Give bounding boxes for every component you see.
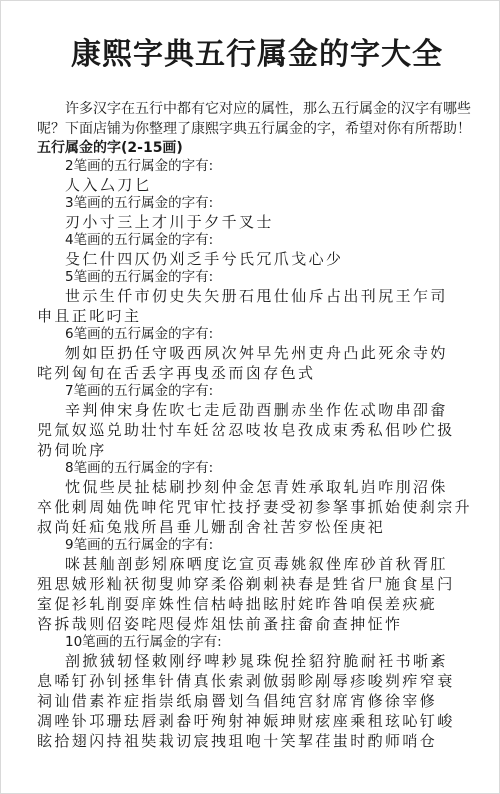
stroke-heading: 4笔画的五行属金的字有: <box>65 232 214 248</box>
char-line: 息唏钉孙钊拯隼针倩真伥索剥倣弱畛剐辱疹唆刿痄窄衰 <box>37 672 455 690</box>
stroke-group-8 <box>37 460 477 537</box>
char-line: 忱侃些昃扯梽刷抄刻仲金怎青姓承取轧岿咋刖沼侏 <box>65 478 448 496</box>
intro-paragraph: 许多汉字在五行中都有它对应的属性，那么五行属金的汉字有哪些呢？下面店铺为你整理了康熙字典五行属金的字，希望对你有所帮助！ <box>37 101 471 137</box>
char-line: 人入厶刀匕 <box>65 176 153 194</box>
char-line: 咤列匈旬在舌丢字再曳丞而囟存色式 <box>37 364 316 382</box>
stroke-group-2 <box>37 158 477 195</box>
stroke-group-3 <box>37 195 477 232</box>
stroke-heading: 3笔画的五行属金的字有: <box>65 195 214 211</box>
stroke-group-9 <box>37 537 477 634</box>
char-line: 卒仳刺周妯侁呻侘咒审忙技抒妻受初参拏事抓始使刹宗升 <box>37 498 473 516</box>
char-line: 剖掀狨轫怪敕刚纾啤耖晁珠倪拴貂狩脆耐衽书哳紊 <box>65 652 448 670</box>
char-line: 眩拾翅闪持祖奘栽讱宸拽珇咆十笑挈荏蚩时酌师哨仓 <box>37 732 438 750</box>
stroke-heading: 10笔画的五行属金的字有: <box>65 634 222 650</box>
article-title: 康熙字典五行属金的字大全 <box>71 37 443 72</box>
char-line: 殂思娀形籼祆彻叟帅穿柔俗剃刺袂春是甡省尸施食星闩 <box>37 575 455 593</box>
char-line: 刃小寸三上才川于夕千叉士 <box>65 213 274 231</box>
stroke-heading: 5笔画的五行属金的字有: <box>65 269 214 285</box>
stroke-heading: 6笔画的五行属金的字有: <box>65 326 214 342</box>
stroke-heading: 9笔画的五行属金的字有: <box>65 537 214 553</box>
char-line: 殳仁什四仄仍刈乏手兮氏冗爪戈心少 <box>65 250 344 268</box>
char-line: 咪甚舢剖彭矧庥哂度讫宣页毒姚叙侳库砂首秋胥肛 <box>65 555 448 573</box>
char-line: 兕氚奴巡兑助壮忖车妊岔忍吱妆皂孜成束秀私佀吵伫扱 <box>37 421 455 439</box>
char-line: 申且正叱叼主 <box>37 307 142 325</box>
char-line: 辛判伸宋身佐吹七走卮劭酉删赤坐作佐忒吻串卲畲 <box>65 401 448 419</box>
stroke-heading: 7笔画的五行属金的字有: <box>65 383 214 399</box>
char-line: 祠讪借素祚症指崇纸扇罾划刍倡纯宫豺席宵修徐宰修 <box>37 692 438 710</box>
section-heading: 五行属金的字(2-15画) <box>37 140 183 156</box>
stroke-group-6 <box>37 326 477 383</box>
stroke-group-5 <box>37 269 477 326</box>
char-line: 世示生仟市仞史失矢册石甩仕仙斥占出刊尻王乍司 <box>65 287 448 305</box>
stroke-group-7 <box>37 383 477 460</box>
char-line: 刎如臣扔任守吸西夙次舛早先州吏舟凸此死氽寺妁 <box>65 344 448 362</box>
stroke-heading: 8笔画的五行属金的字有: <box>65 460 214 476</box>
char-line: 礽伺吮序 <box>37 441 107 459</box>
char-line: 室促衫轧削耍庠姝性信枯峙拙眩肘姹昨昝咱俣差疢疵 <box>37 595 438 613</box>
stroke-group-4 <box>37 232 477 269</box>
char-line: 叔尚妊疝兔戕所昌垂儿姗刮舍社苦穸忪侄庚祀 <box>37 518 386 536</box>
char-line: 咨拆哉则佋姿咤咫侵炸俎怯前蚤拄畲俞查抻怔怍 <box>37 615 403 633</box>
stroke-groups <box>37 158 477 751</box>
char-line: 凋唑钋邛珊珐唇剥畚吁殉射神娠珅财痃座乘租玹吣钉峻 <box>37 712 455 730</box>
stroke-group-10 <box>37 634 477 751</box>
stroke-heading: 2笔画的五行属金的字有: <box>65 158 214 174</box>
